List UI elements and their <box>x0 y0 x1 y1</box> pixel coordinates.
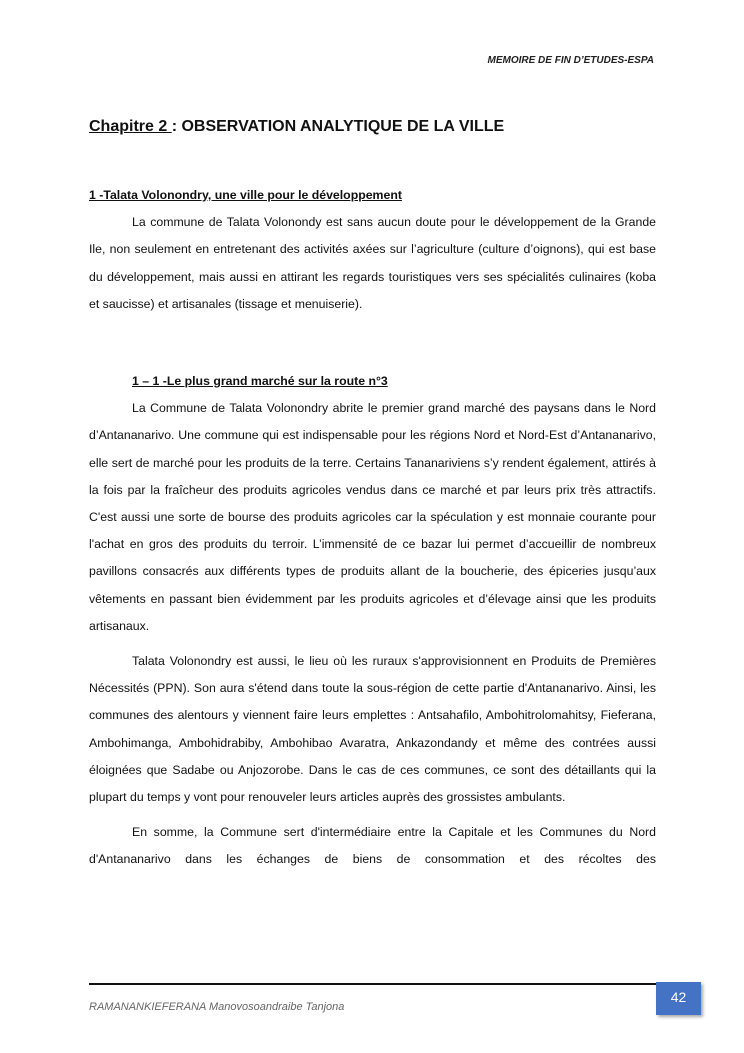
footer-author: RAMANANKIEFERANA Manovosoandraibe Tanjona <box>89 1001 345 1013</box>
section-1-heading: 1 -Talata Volonondry, une ville pour le développement <box>89 188 402 202</box>
section-1-paragraph: La commune de Talata Volonondy est sans aucun doute pour le développement de la Grande Ile, non seulement en entretenant des activités axées sur l’agriculture (culture d’oignons), qui est base du développement, mais aussi en attirant les regards touristiques vers ses spécialités culinaires (koba et saucisse) et artisanales (tissage et menuiserie). <box>89 215 656 311</box>
running-header: MEMOIRE DE FIN D’ETUDES-ESPA <box>487 55 654 66</box>
chapter-heading: : OBSERVATION ANALYTIQUE DE LA VILLE <box>171 118 505 135</box>
chapter-label: Chapitre 2 <box>89 118 172 135</box>
section-1-1-paragraph-1: La Commune de Talata Volonondry abrite le premier grand marché des paysans dans le Nord d’Antananarivo. Une commune qui est indispensable pour les régions Nord et Nord-Est d’Antananarivo, elle sert de marché pour les produits de la terre. Certains Tananariviens s’y rendent également, attirés à la fois par la fraîcheur des produits agricoles vendus dans ce marché et par leurs prix très attractifs. C'est aussi une sorte de bourse des produits agricoles car la spéculation y est monnaie courante pour l'achat en gros des produits du terroir. L’immensité de ce bazar lui permet d’accueillir de nombreux pavillons consacrés aux différents types de produits allant de la boucherie, des épiceries jusqu’aux vêtements en passant bien évidemment par les produits agricoles et d’élevage ainsi que les produits artisanaux. <box>89 401 656 633</box>
section-1 <box>89 182 656 318</box>
section-1-1-paragraph-2: Talata Volonondry est aussi, le lieu où les ruraux s'approvisionnent en Produits de Premières Nécessités (PPN). Son aura s'étend dans toute la sous-région de cette partie d'Antananarivo. Ainsi, les communes des alentours y viennent faire leurs emplettes : Antsahafilo, Ambohitrolomahitsy, Fieferana, Ambohimanga, Ambohidrabiby, Ambohibao Avaratra, Ankazondandy et même des contrées aussi éloignées que Sadabe ou Anjozorobe. Dans le cas de ces communes, ce sont des détaillants qui la plupart du temps y vont pour renouveler leurs articles auprès des grossistes ambulants. <box>89 654 656 805</box>
section-1-1 <box>89 368 656 874</box>
section-1-1-heading: 1 – 1 -Le plus grand marché sur la route n°3 <box>132 374 388 388</box>
section-1-1-paragraph-3: En somme, la Commune sert d'intermédiaire entre la Capitale et les Communes du Nord d'Antananarivo dans les échanges de biens de consommation et des récoltes des <box>89 825 656 867</box>
page-number-badge: 42 <box>656 982 701 1015</box>
chapter-title <box>89 118 504 136</box>
footer-divider <box>89 983 675 985</box>
